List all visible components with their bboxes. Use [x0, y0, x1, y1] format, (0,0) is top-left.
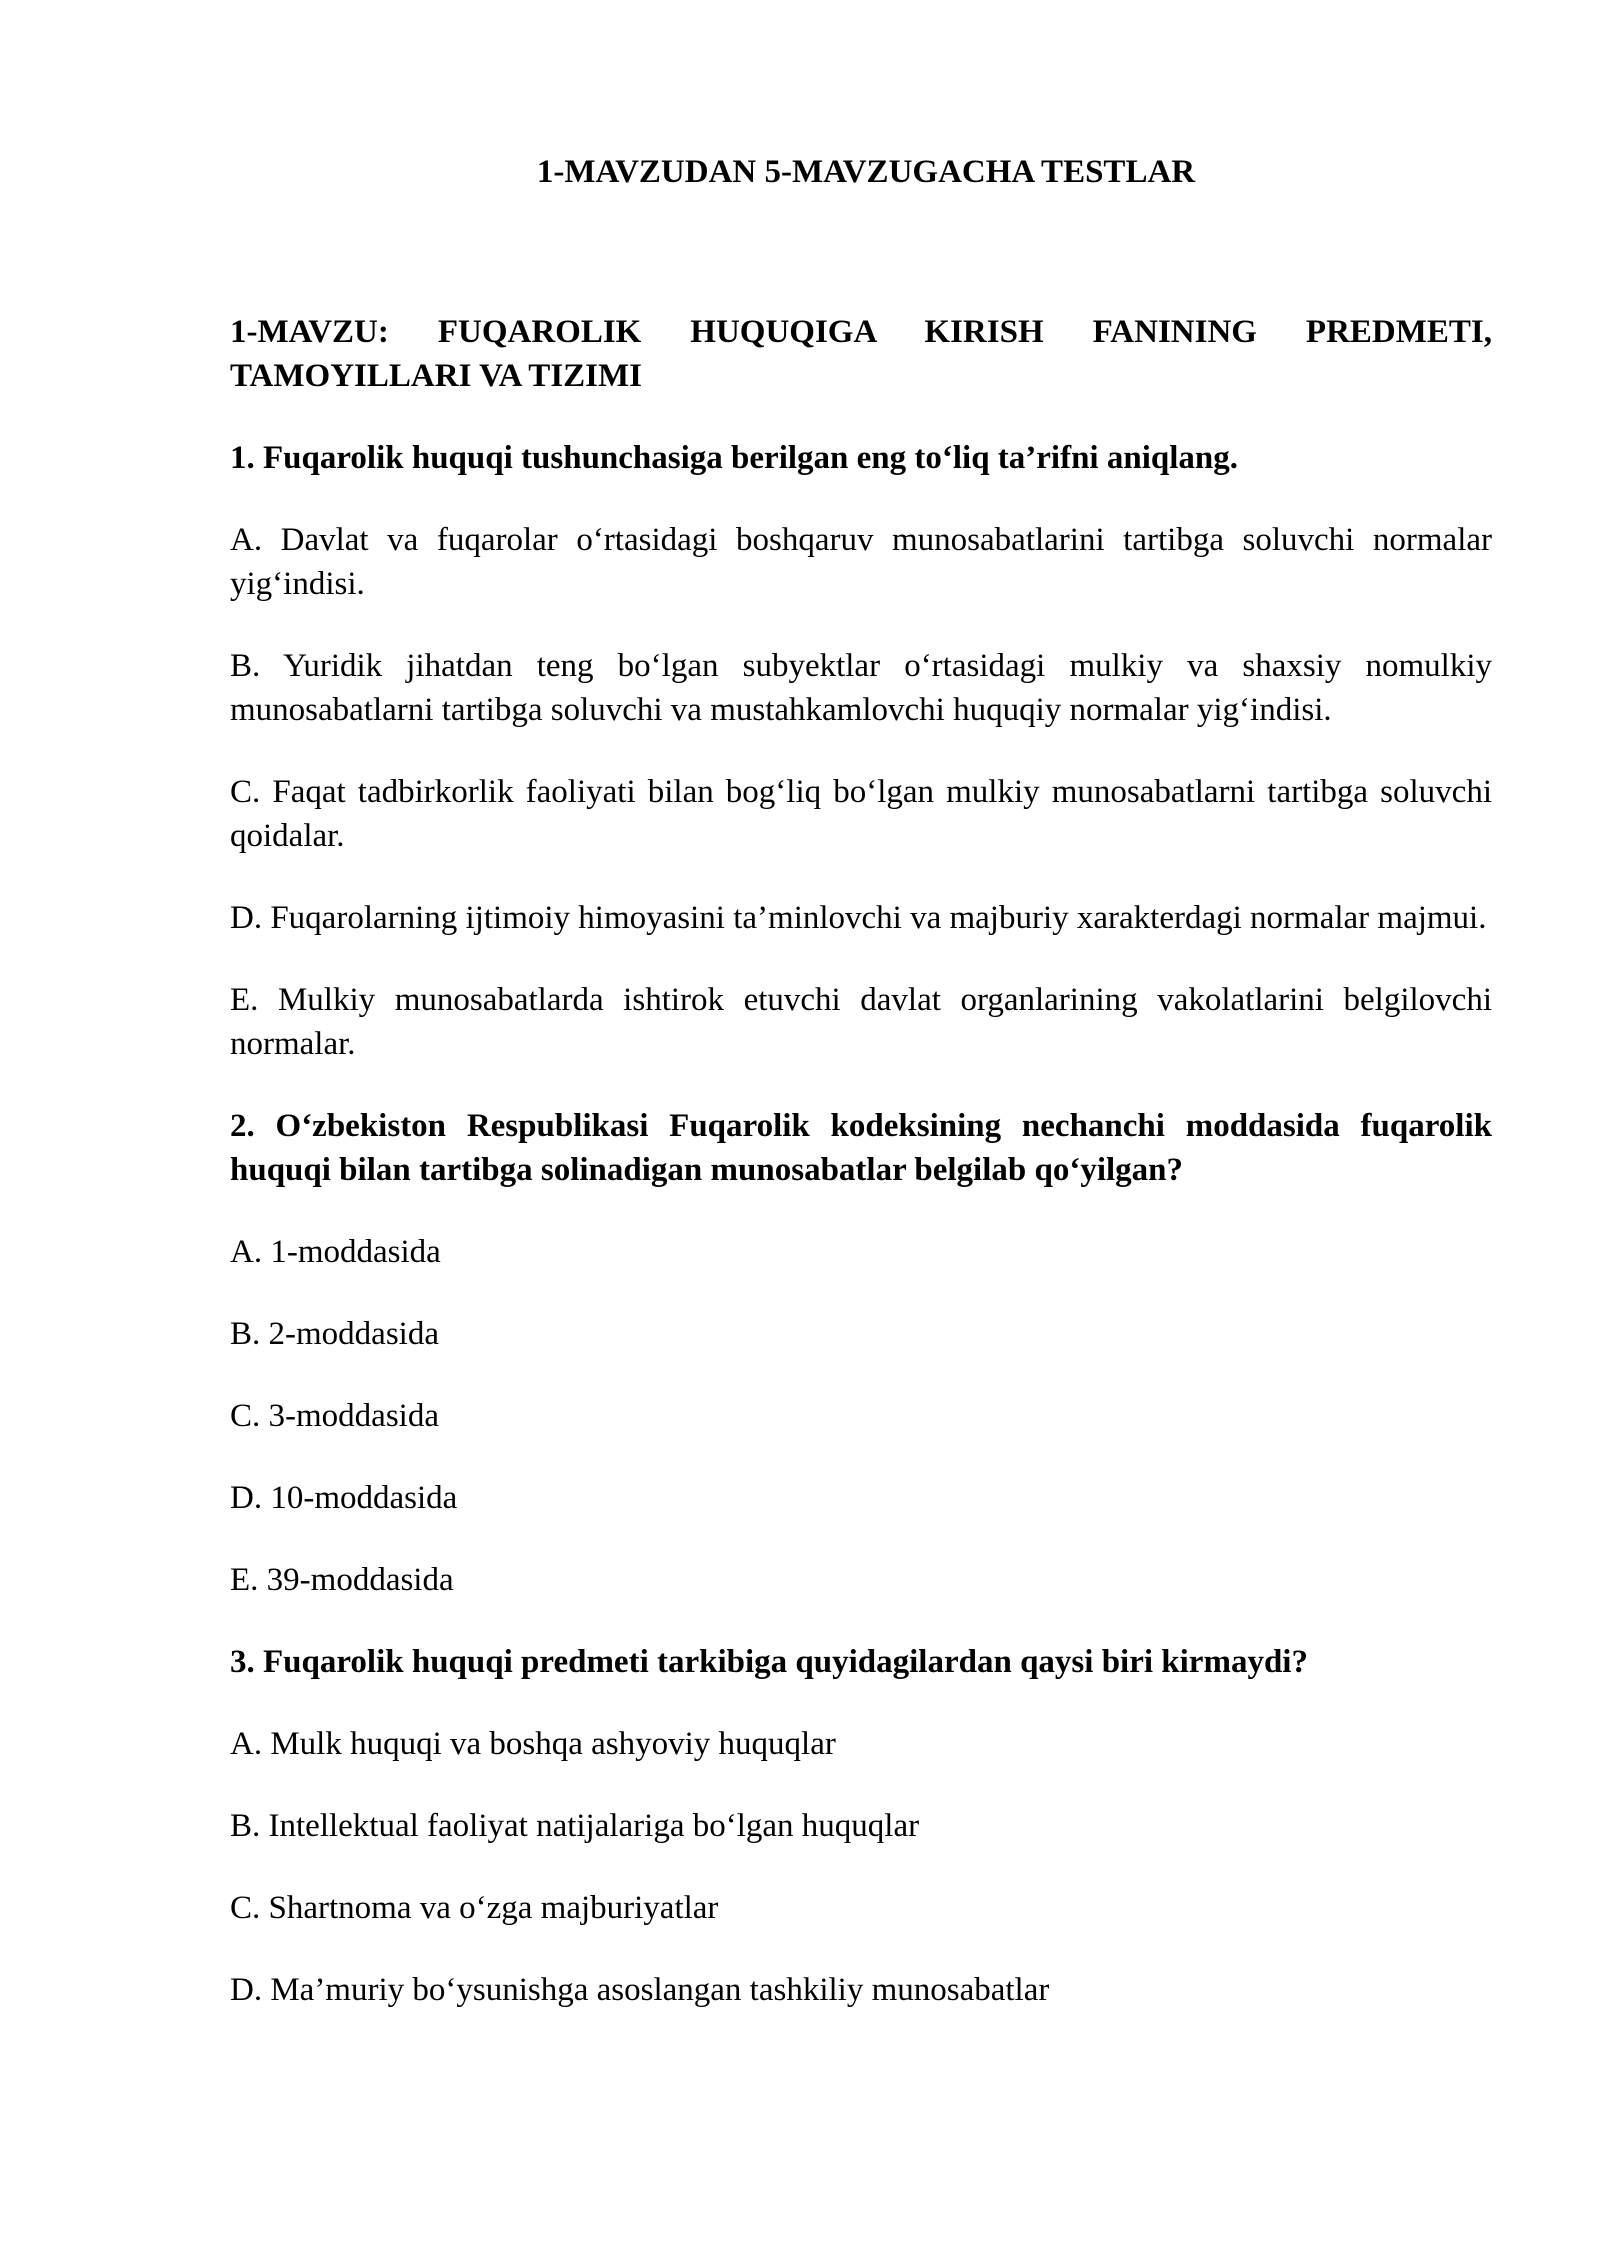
answer-option: E. 39-moddasida — [230, 1562, 454, 1598]
answer-option: D. Fuqarolarning ijtimoiy himoyasini ta’minlovchi va majburiy xarakterdagi normalar majmui. — [230, 900, 1487, 936]
topic-title: 1-MAVZU: FUQAROLIK HUQUQIGA KIRISH FANINING PREDMETI, TAMOYILLARI VA TIZIMI — [230, 314, 1492, 394]
answer-option: D. 10-moddasida — [230, 1480, 458, 1516]
question-text: 3. Fuqarolik huquqi predmeti tarkibiga quyidagilardan qaysi biri kirmaydi? — [230, 1644, 1308, 1680]
document-page — [230, 150, 1492, 2012]
answer-option: D. Ma’muriy bo‘ysunishga asoslangan tashkiliy munosabatlar — [230, 1972, 1050, 2008]
document-title: 1-MAVZUDAN 5-MAVZUGACHA TESTLAR — [536, 154, 1196, 190]
answer-option: A. 1-moddasida — [230, 1234, 441, 1270]
question-block — [230, 436, 1492, 1066]
question-text: 1. Fuqarolik huquqi tushunchasiga berilgan eng to‘liq ta’rifni aniqlang. — [230, 440, 1238, 476]
answer-option: E. Mulkiy munosabatlarda ishtirok etuvchi davlat organlarining vakolatlarini belgilovchi normalar. — [230, 982, 1492, 1062]
answer-option: A. Davlat va fuqarolar o‘rtasidagi boshqaruv munosabatlarini tartibga soluvchi normalar yig‘indisi. — [230, 522, 1492, 602]
answer-option: B. 2-moddasida — [230, 1316, 439, 1352]
question-block — [230, 1640, 1492, 2012]
answer-option: B. Intellektual faoliyat natijalariga bo‘lgan huquqlar — [230, 1808, 920, 1844]
question-block — [230, 1104, 1492, 1602]
answer-option: B. Yuridik jihatdan teng bo‘lgan subyektlar o‘rtasidagi mulkiy va shaxsiy nomulkiy munosabatlarni tartibga soluvchi va mustahkamlovchi huquqiy normalar yig‘indisi. — [230, 648, 1492, 728]
answer-option: C. Faqat tadbirkorlik faoliyati bilan bog‘liq bo‘lgan mulkiy munosabatlarni tartibga soluvchi qoidalar. — [230, 774, 1492, 854]
question-text: 2. O‘zbekiston Respublikasi Fuqarolik kodeksining nechanchi moddasida fuqarolik huquqi bilan tartibga solinadigan munosabatlar belgilab qo‘yilgan? — [230, 1108, 1492, 1188]
answer-option: A. Mulk huquqi va boshqa ashyoviy huquqlar — [230, 1726, 836, 1762]
answer-option: C. 3-moddasida — [230, 1398, 439, 1434]
answer-option: C. Shartnoma va o‘zga majburiyatlar — [230, 1890, 719, 1926]
